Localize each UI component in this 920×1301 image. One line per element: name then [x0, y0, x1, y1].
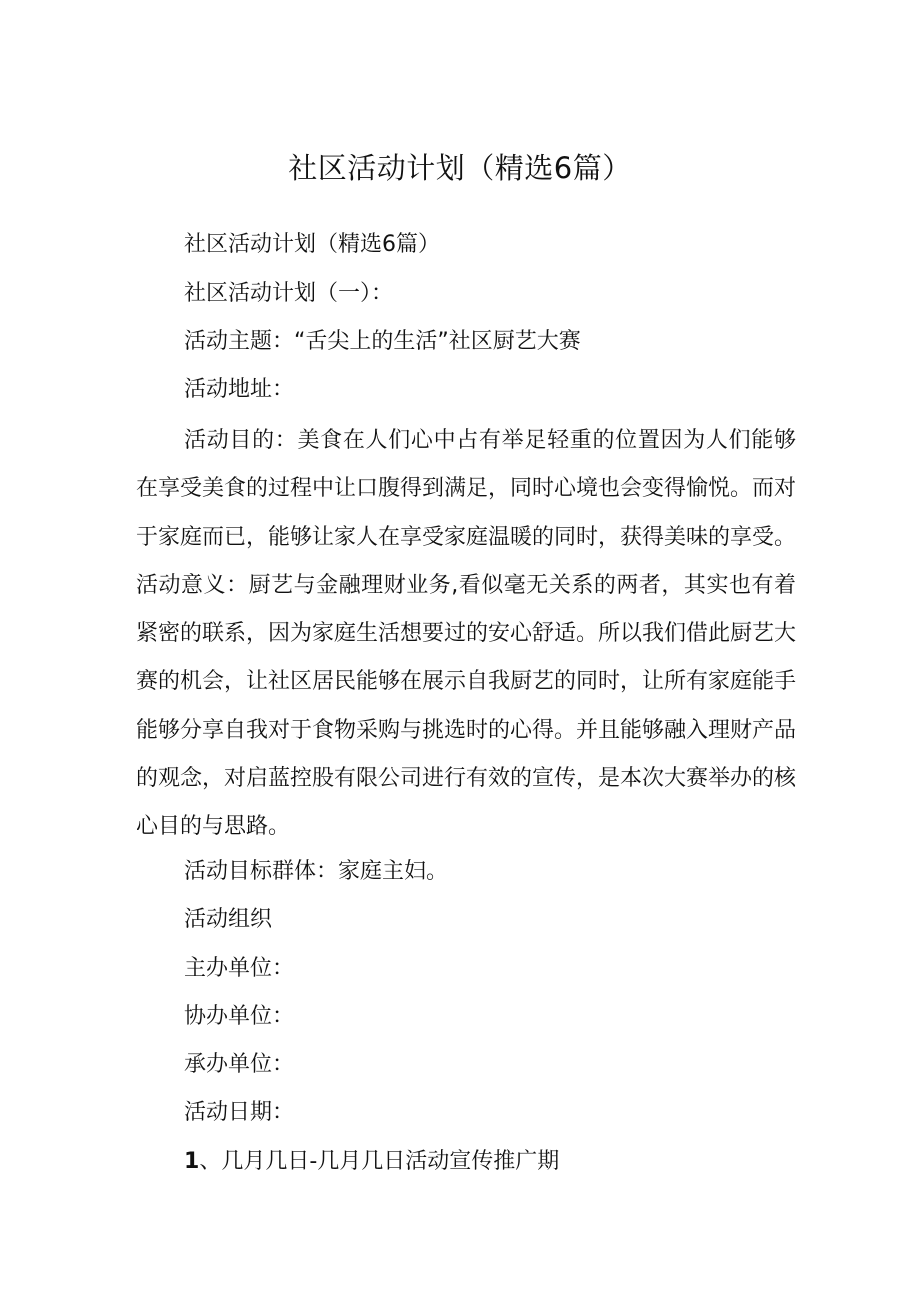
activity-target-group: 活动目标群体：家庭主妇。: [184, 859, 449, 884]
co-host-unit: 协办单位：: [184, 1004, 295, 1029]
activity-organization: 活动组织: [184, 907, 273, 932]
host-unit: 主办单位：: [184, 956, 295, 981]
part-one-heading: 社区活动计划（一）：: [184, 281, 394, 306]
step-1-line: [184, 1138, 559, 1186]
activity-theme: 活动主题：“舌尖上的生活”社区厨艺大赛: [184, 329, 581, 354]
activity-purpose-paragraph: 活动目的：美食在人们心中占有举足轻重的位置因为人们能够在享受美食的过程中让口腹得到满足，同时心境也会变得愉悦。而对于家庭而已，能够让家人在享受家庭温暖的同时，获得美味的享受。活动意义：厨艺与金融理财业务,看似毫无关系的两者，其实也有着紧密的联系，因为家庭生活想要过的安心舒适。所以我们借此厨艺大赛的机会，让社区居民能够在展示自我厨艺的同时，让所有家庭能手能够分享自我对于食物采购与挑选时的心得。并且能够融入理财产品的观念，对启蓝控股有限公司进行有效的宣传，是本次大赛举办的核心目的与思路。: [136, 428, 797, 840]
step-1-text: 、几月几日-几月几日活动宣传推广期: [199, 1149, 560, 1174]
document-title: 社区活动计划（精选6篇）: [288, 151, 632, 185]
step-1-number: 1: [184, 1149, 200, 1174]
subtitle-line: 社区活动计划（精选6篇）: [184, 232, 440, 257]
organizer-unit: 承办单位：: [184, 1052, 295, 1077]
activity-date: 活动日期：: [184, 1100, 295, 1125]
activity-address: 活动地址：: [184, 377, 295, 402]
